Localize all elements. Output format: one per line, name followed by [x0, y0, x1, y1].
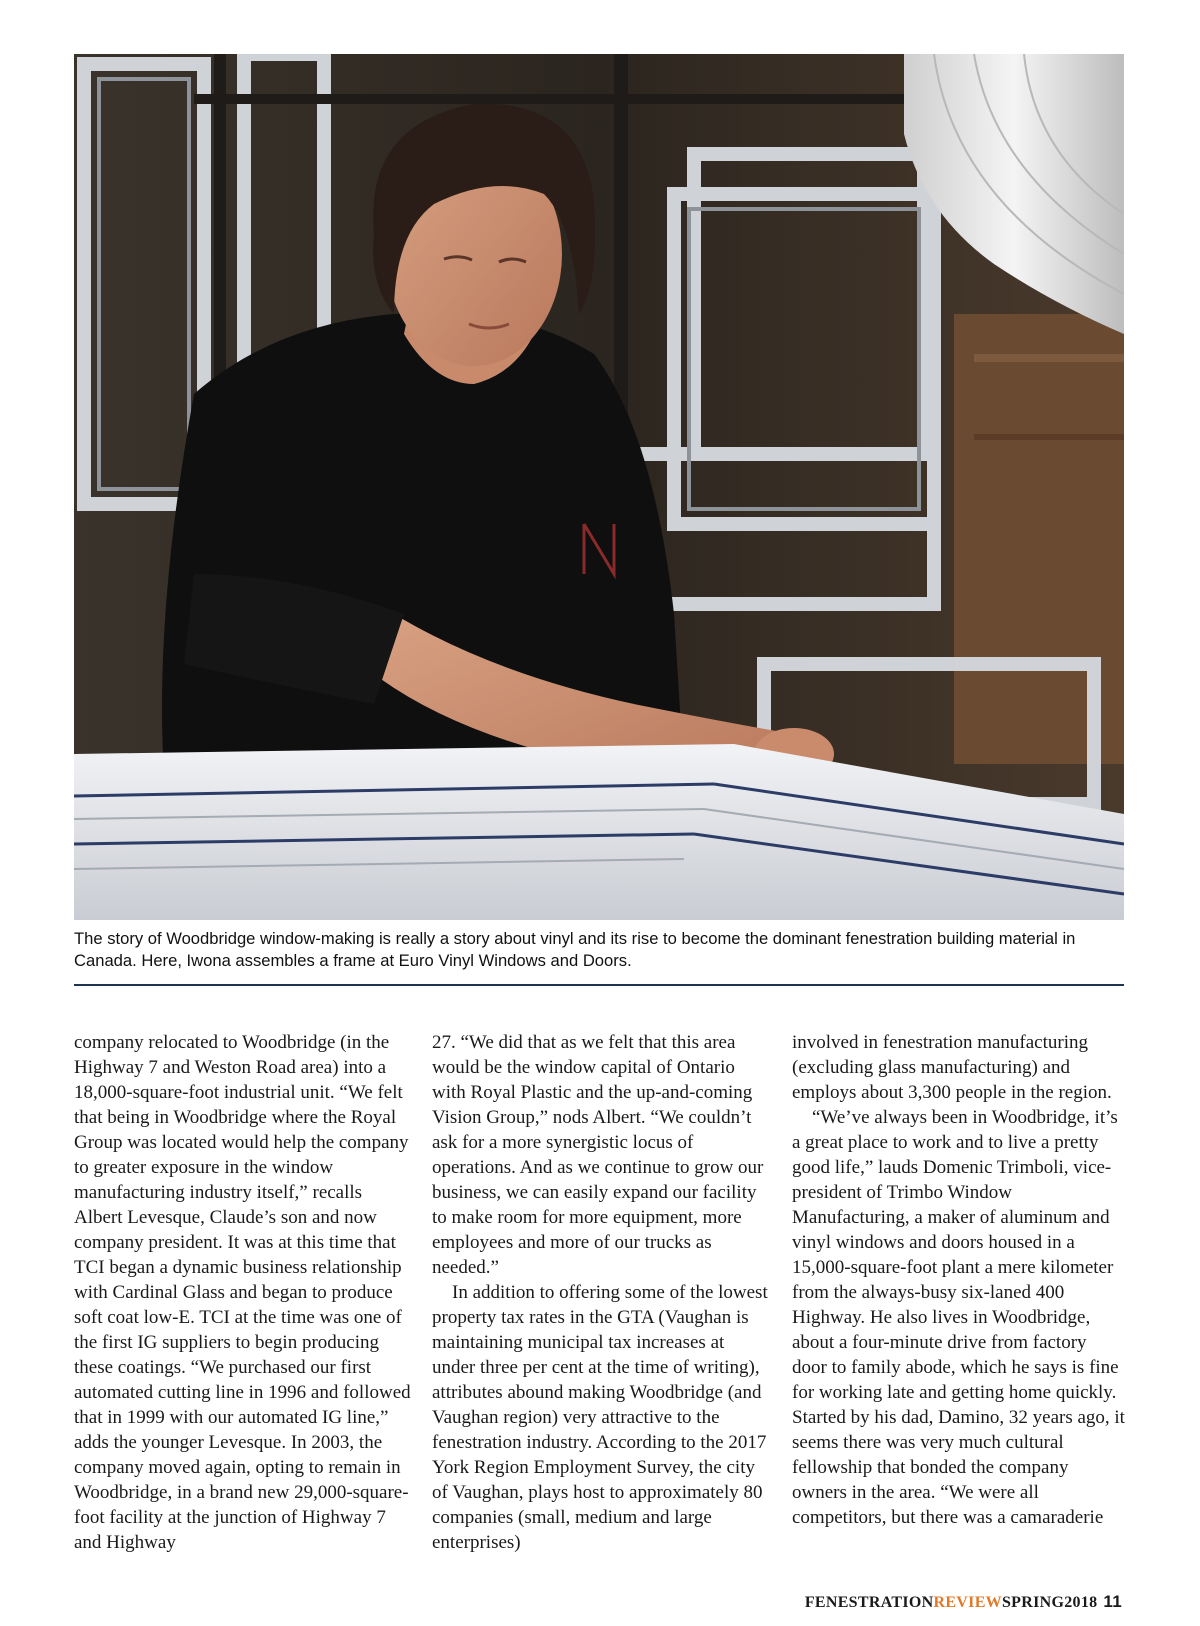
- page-number: 11: [1103, 1592, 1122, 1611]
- magazine-name-part1: FENESTRATION: [804, 1594, 934, 1611]
- paragraph: In addition to offering some of the lowest property tax rates in the GTA (Vaughan is maintaining municipal tax increases at under three per cent at the time of writing), attributes abound making Woodbridge (and Vaughan region) very attractive to the fenestration industry. According to the 2017 York Region Employment Survey, the city of Vaughan, plays host to approximately 80 companies (small, medium and large enterprises): [432, 1282, 768, 1553]
- article-column-3: [792, 1030, 1126, 1530]
- paragraph: company relocated to Woodbridge (in the Highway 7 and Weston Road area) into a 18,000-square-foot industrial unit. “We felt that being in Woodbridge where the Royal Group was located would help the company to greater exposure in the window manufacturing industry itself,” recalls Albert Levesque, Claude’s son and now company president. It was at this time that TCI began a dynamic business relationship with Cardinal Glass and began to produce soft coat low-E. TCI at the time was one of the first IG suppliers to begin producing these coatings. “We purchased our first automated cutting line in 1996 and followed that in 1999 with our automated IG line,” adds the younger Levesque. In 2003, the company moved again, opting to remain in Woodbridge, in a brand new 29,000-square-foot facility at the junction of Highway 7 and Highway: [74, 1032, 411, 1553]
- paragraph: involved in fenestration manufacturing (excluding glass manufacturing) and employs about 3,300 people in the region.: [792, 1032, 1112, 1103]
- article-column-1: [74, 1030, 414, 1555]
- paragraph: “We’ve always been in Woodbridge, it’s a great place to work and to live a pretty good life,” lauds Domenic Trimboli, vice-president of Trimbo Window Manufacturing, a maker of aluminum and vinyl windows and doors housed in a 15,000-square-foot plant a mere kilometer from the always-busy six-laned 400 Highway. He also lives in Woodbridge, about a four-minute drive from factory door to family abode, which he says is fine for working late and getting home quickly. Started by his dad, Damino, 32 years ago, it seems there was very much cultural fellowship that bonded the company owners in the area. “We were all competitors, but there was a camaraderie: [792, 1107, 1125, 1528]
- caption-divider: [74, 984, 1124, 986]
- article-photo: [74, 54, 1124, 920]
- paragraph: 27. “We did that as we felt that this area would be the window capital of Ontario with Royal Plastic and the up-and-coming Vision Group,” nods Albert. “We couldn’t ask for a more synergistic locus of operations. And as we continue to grow our business, we can easily expand our facility to make room for more equipment, more employees and more of our trucks as needed.”: [432, 1032, 764, 1278]
- article-column-2: [432, 1030, 772, 1555]
- magazine-name-part2: REVIEW: [933, 1594, 1002, 1611]
- photo-caption: The story of Woodbridge window-making is really a story about vinyl and its rise to become the dominant fenestration building material in Canada. Here, Iwona assembles a frame at Euro Vinyl Windows and Doors.: [74, 929, 1076, 970]
- issue-label: SPRING2018: [1001, 1594, 1098, 1611]
- page-footer: [805, 1592, 1122, 1612]
- photo-illustration: [74, 54, 1124, 920]
